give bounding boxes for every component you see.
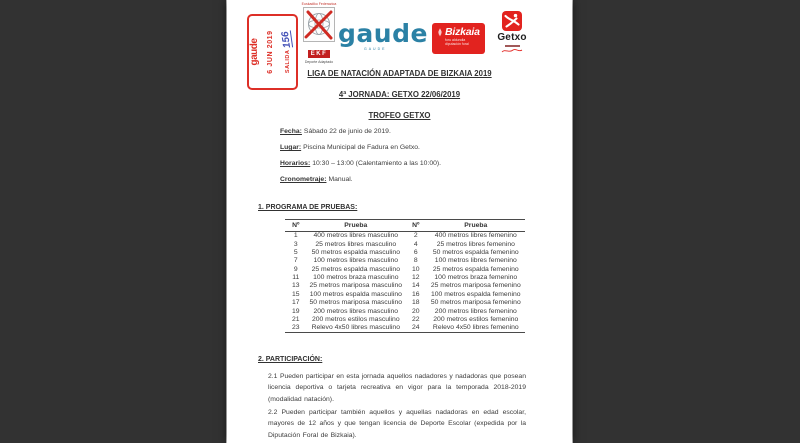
program-table bbox=[285, 219, 525, 333]
event-number: 19 bbox=[292, 307, 300, 315]
event-name: 25 metros espalda femenino bbox=[432, 265, 519, 273]
gaude-logo bbox=[338, 20, 428, 51]
stamp-gaude-wordmark: gaude bbox=[248, 38, 260, 66]
stamp-exit-number-handwritten: 156 bbox=[279, 30, 293, 49]
event-name: 25 metros espalda masculino bbox=[311, 265, 400, 273]
detail-cronometraje-value: Manual. bbox=[328, 176, 353, 183]
getxo-signature-icon bbox=[501, 48, 523, 54]
event-name: 400 metros libres masculino bbox=[313, 232, 399, 240]
event-name: 200 metros libres masculino bbox=[313, 307, 399, 315]
federation-acronym: EKF bbox=[308, 50, 331, 58]
event-number: 7 bbox=[293, 257, 298, 265]
event-number: 11 bbox=[292, 274, 300, 282]
participation-paragraph-1: 2.1 Pueden participar en esta jornada aquellos nadadores y nadadoras que posean licencia deportiva o tarjeta recreativa en vigor para la temporada 2018-2019 (modalidad natación). bbox=[268, 373, 526, 403]
bizkaia-subtitle-2: diputación foral bbox=[445, 42, 469, 46]
event-name: 25 metros libres masculino bbox=[315, 240, 397, 248]
event-name: 200 metros estilos femenino bbox=[433, 315, 519, 323]
event-name: 100 metros espalda masculino bbox=[309, 290, 402, 298]
getxo-logo bbox=[486, 11, 538, 54]
gaude-wordmark: gaude bbox=[338, 19, 428, 48]
detail-lugar-label: Lugar: bbox=[280, 144, 302, 151]
program-table-row bbox=[285, 257, 525, 265]
participation-paragraph-2: 2.2 Pueden participar también aquellos y aquellas nadadoras en edad escolar, mayores de 12 años y que tengan licencia de Deporte Escolar (expedida por la Diputación Foral de Bizkaia). bbox=[268, 409, 526, 439]
column-header-num-1: Nº bbox=[285, 220, 307, 232]
event-number: 1 bbox=[293, 232, 298, 240]
column-header-prueba-1: Prueba bbox=[307, 220, 405, 232]
event-number: 20 bbox=[412, 307, 420, 315]
globe-icon bbox=[303, 7, 335, 42]
event-number: 24 bbox=[405, 324, 427, 333]
event-name: 50 metros espalda masculino bbox=[311, 248, 400, 256]
section-heading-programa: 1. PROGRAMA DE PRUEBAS: bbox=[258, 204, 358, 211]
detail-cronometraje-label: Cronometraje: bbox=[280, 176, 327, 183]
program-table-row bbox=[285, 231, 525, 240]
stamp-date: 6 JUN 2019 bbox=[266, 30, 274, 74]
column-header-num-2: Nº bbox=[405, 220, 427, 232]
detail-fecha bbox=[280, 128, 391, 135]
event-name: 100 metros braza masculino bbox=[313, 274, 399, 282]
event-name: 25 metros libres femenino bbox=[436, 240, 515, 248]
bizkaia-name: Bizkaia bbox=[445, 26, 480, 38]
detail-horarios-value: 10:30 – 13:00 (Calentamiento a las 10:00). bbox=[312, 160, 442, 167]
event-name: 100 metros libres masculino bbox=[313, 257, 399, 265]
event-name: Relevo 4x50 libres masculino bbox=[307, 324, 405, 333]
federation-subtitle: Deporte Adaptado bbox=[304, 60, 334, 64]
event-number: 8 bbox=[413, 257, 418, 265]
detail-horarios bbox=[280, 160, 441, 167]
event-number: 3 bbox=[293, 240, 298, 248]
stamp-exit-row bbox=[279, 30, 293, 74]
event-name: 400 metros libres femenino bbox=[434, 232, 517, 240]
detail-horarios-label: Horarios: bbox=[280, 160, 311, 167]
program-table-header-row bbox=[285, 220, 525, 232]
event-name: 50 metros mariposa femenino bbox=[430, 299, 521, 307]
event-number: 23 bbox=[285, 324, 307, 333]
event-number: 18 bbox=[412, 299, 420, 307]
registry-stamp bbox=[247, 14, 298, 90]
event-number: 10 bbox=[412, 265, 420, 273]
event-number: 15 bbox=[292, 290, 300, 298]
program-table-body bbox=[285, 231, 525, 333]
event-number: 13 bbox=[292, 282, 300, 290]
program-table-row bbox=[285, 273, 525, 281]
event-name: 100 metros espalda femenino bbox=[431, 290, 521, 298]
detail-fecha-label: Fecha: bbox=[280, 128, 302, 135]
program-table-row bbox=[285, 315, 525, 323]
document-title: LIGA DE NATACIÓN ADAPTADA DE BIZKAIA 2019 bbox=[307, 69, 492, 78]
event-name: 100 metros libres femenino bbox=[434, 257, 517, 265]
getxo-emblem-icon bbox=[502, 11, 522, 31]
bizkaia-leaf-icon bbox=[436, 27, 444, 38]
event-number: 14 bbox=[412, 282, 420, 290]
event-number: 22 bbox=[412, 315, 420, 323]
event-number: 4 bbox=[413, 240, 418, 248]
document-page bbox=[227, 0, 572, 443]
event-number: 9 bbox=[293, 265, 298, 273]
gaude-caption: GAUDE bbox=[364, 47, 387, 51]
program-table-row bbox=[285, 290, 525, 298]
document-subtitle-trofeo: TROFEO GETXO bbox=[368, 111, 431, 120]
bizkaia-subtitle-1: foru aldundia bbox=[445, 38, 466, 42]
event-name: 100 metros braza femenino bbox=[434, 274, 518, 282]
stamp-exit-label: SALIDA bbox=[284, 49, 291, 74]
bizkaia-logo bbox=[432, 23, 485, 54]
detail-lugar bbox=[280, 144, 420, 151]
program-table-row bbox=[285, 282, 525, 290]
getxo-name: Getxo bbox=[497, 32, 527, 43]
event-name: 50 metros espalda femenino bbox=[432, 248, 519, 256]
event-number: 12 bbox=[412, 274, 420, 282]
event-name: 25 metros mariposa masculino bbox=[309, 282, 403, 290]
event-number: 17 bbox=[292, 299, 300, 307]
federation-logo bbox=[298, 2, 340, 65]
federation-top-text: Euskadiko Federazioa bbox=[301, 2, 337, 6]
detail-fecha-value: Sábado 22 de junio de 2019. bbox=[303, 128, 391, 135]
section-heading-participacion: 2. PARTICIPACIÓN: bbox=[258, 356, 323, 363]
program-table-row bbox=[285, 265, 525, 273]
program-table-row bbox=[285, 240, 525, 248]
event-number: 5 bbox=[293, 248, 298, 256]
event-number: 6 bbox=[413, 248, 418, 256]
program-table-row bbox=[285, 248, 525, 256]
event-number: 2 bbox=[413, 232, 418, 240]
event-name: 200 metros libres femenino bbox=[434, 307, 517, 315]
program-table-row bbox=[285, 299, 525, 307]
event-name: 50 metros mariposa masculino bbox=[309, 299, 403, 307]
getxo-small-text-bar bbox=[505, 45, 520, 47]
event-name: 25 metros mariposa femenino bbox=[430, 282, 521, 290]
event-number: 21 bbox=[292, 315, 300, 323]
bizkaia-name-row bbox=[436, 27, 481, 38]
document-subtitle-jornada: 4ª JORNADA: GETXO 22/06/2019 bbox=[338, 90, 461, 99]
column-header-prueba-2: Prueba bbox=[427, 220, 525, 232]
detail-lugar-value: Piscina Municipal de Fadura en Getxo. bbox=[303, 144, 420, 151]
event-name: Relevo 4x50 libres femenino bbox=[427, 324, 525, 333]
event-name: 200 metros estilos masculino bbox=[311, 315, 400, 323]
program-table-row bbox=[285, 307, 525, 315]
detail-cronometraje bbox=[280, 176, 353, 183]
program-table-row bbox=[285, 324, 525, 333]
event-number: 16 bbox=[412, 290, 420, 298]
